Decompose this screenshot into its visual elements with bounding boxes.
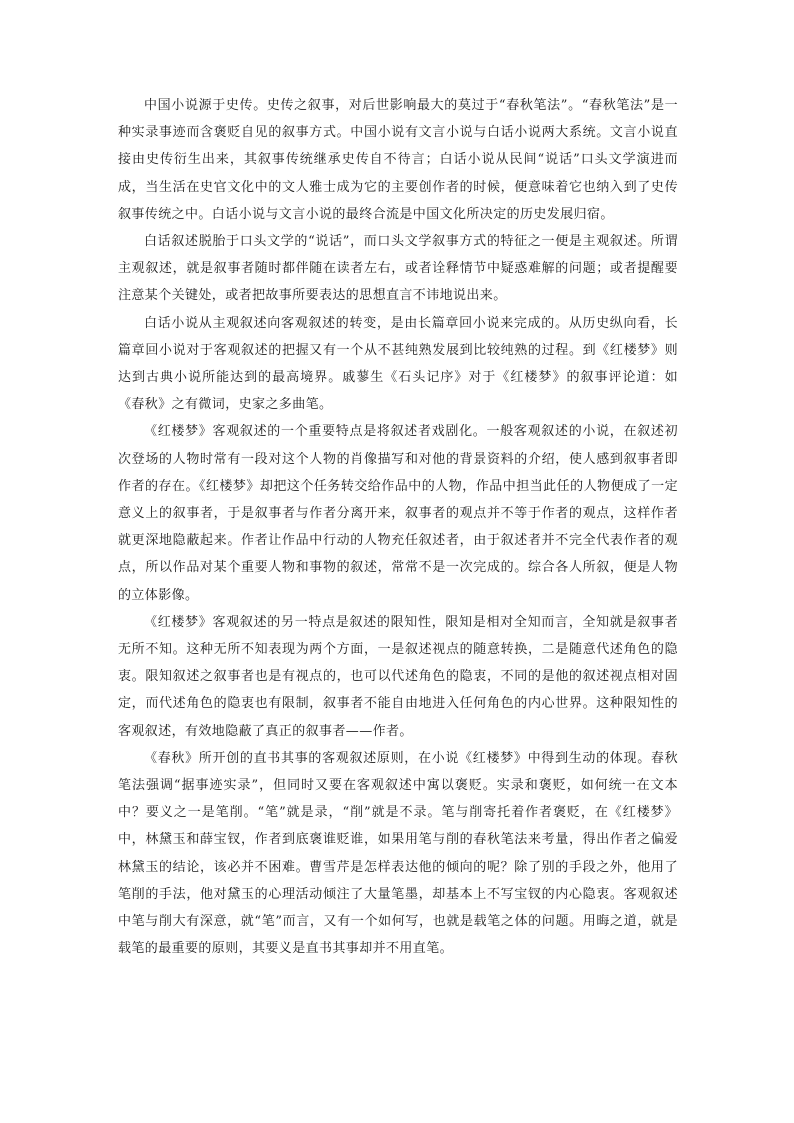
paragraph-6: 《春秋》所开创的直书其事的客观叙述原则，在小说《红楼梦》中得到生动的体现。春秋笔法强调“据事迹实录”，但同时又要在客观叙述中寓以褒贬。实录和褒贬，如何统一在文本中？要义之一是笔削。“笔”就是录，“削”就是不录。笔与削寄托着作者褒贬，在《红楼梦》中，林黛玉和薛宝钗，作者到底褒谁贬谁，如果用笔与削的春秋笔法来考量，得出作者之偏爱林黛玉的结论，该必并不困难。曹雪芹是怎样表达他的倾向的呢？除了别的手段之外，他用了笔削的手法，他对黛玉的心理活动倾注了大量笔墨，却基本上不写宝钗的内心隐衷。客观叙述中笔与削大有深意，就“笔”而言，又有一个如何写，也就是载笔之体的问题。用晦之道，就是载笔的最重要的原则，其要义是直书其事却并不用直笔。 xyxy=(118,750,678,957)
paragraph-1: 中国小说源于史传。史传之叙事，对后世影响最大的莫过于“春秋笔法”。“春秋笔法”是一种实录事迹而含褒贬自见的叙事方式。中国小说有文言小说与白话小说两大系统。文言小说直接由史传衍生出来，其叙事传统继承史传自不待言；白话小说从民间“说话”口头文学演进而成，当生活在史官文化中的文人雅士成为它的主要创作者的时候，便意味着它也纳入到了史传叙事传统之中。白话小说与文言小说的最终合流是中国文化所决定的历史发展归宿。 xyxy=(118,98,678,222)
paragraph-5: 《红楼梦》客观叙述的另一特点是叙述的限知性，限知是相对全知而言，全知就是叙事者无所不知。这种无所不知表现为两个方面，一是叙述视点的随意转换，二是随意代述角色的隐衷。限知叙述之叙事者也是有视点的，也可以代述角色的隐衷，不同的是他的叙述视点相对固定，而代述角色的隐衷也有限制，叙事者不能自由地进入任何角色的内心世界。这种限知性的客观叙述，有效地隐蔽了真正的叙事者——作者。 xyxy=(118,614,678,739)
document-body xyxy=(118,92,678,963)
paragraph-3: 白话小说从主观叙述向客观叙述的转变，是由长篇章回小说来完成的。从历史纵向看，长篇章回小说对于客观叙述的把握又有一个从不甚纯熟发展到比较纯熟的过程。到《红楼梦》则达到古典小说所能达到的最高境界。戚蓼生《石头记序》对于《红楼梦》的叙事评论道：如《春秋》之有微词，史家之多曲笔。 xyxy=(118,315,678,413)
paragraph-4: 《红楼梦》客观叙述的一个重要特点是将叙述者戏剧化。一般客观叙述的小说，在叙述初次登场的人物时常有一段对这个人物的肖像描写和对他的背景资料的介绍，使人感到叙事者即作者的存在。《红楼梦》却把这个任务转交给作品中的人物，作品中担当此任的人物便成了一定意义上的叙事者，于是叙事者与作者分离开来，叙事者的观点并不等于作者的观点，这样作者就更深地隐蔽起来。作者让作品中行动的人物充任叙述者，由于叙述者并不完全代表作者的观点，所以作品对某个重要人物和事物的叙述，常常不是一次完成的。综合各人所叙，便是人物的立体影像。 xyxy=(118,424,678,603)
paragraph-2: 白话叙述脱胎于口头文学的“说话”，而口头文学叙事方式的特征之一便是主观叙述。所谓主观叙述，就是叙事者随时都伴随在读者左右，或者诠释情节中疑惑难解的问题；或者提醒要注意某个关键处，或者把故事所要表达的思想直言不讳地说出来。 xyxy=(118,234,678,304)
